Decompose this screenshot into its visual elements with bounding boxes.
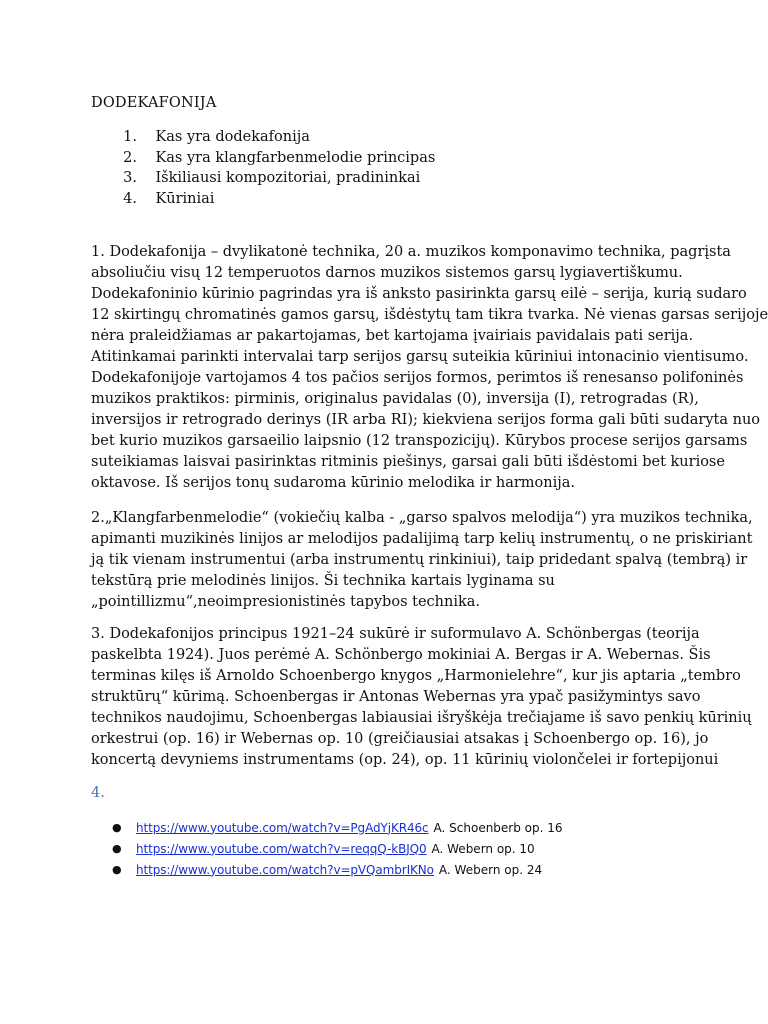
video-link-item <box>112 859 712 880</box>
link-description: A. Schoenberb op. 16 <box>433 820 563 835</box>
paragraph-line: „pointillizmu“,neoimpresionistinės tapybos technika. <box>91 594 481 610</box>
outline-item <box>91 127 691 148</box>
outline-item <box>91 168 691 189</box>
paragraph-line: oktavose. Iš serijos tonų sudaroma kūrinio melodika ir harmonija. <box>91 475 575 491</box>
outline-number: 4. <box>123 191 137 208</box>
link-description: A. Webern op. 10 <box>431 841 535 856</box>
paragraph-line: muzikos praktikos: pirminis, originalus pavidalas (0), inversija (I), retrogradas (R), <box>91 391 699 407</box>
outline-label-text: Kūriniai <box>155 191 215 208</box>
paragraph-line: apimanti muzikinės linijos ar melodijos padalijimą tarp kelių instrumentų, o ne priskiriant <box>91 531 753 547</box>
outline-number: 3. <box>123 170 137 187</box>
paragraph-line: 1. Dodekafonija – dvylikatonė technika, 20 a. muzikos komponavimo technika, pagrįsta <box>91 244 731 260</box>
paragraph-line: inversijos ir retrogrado derinys (IR arba RI); kiekviena serijos forma gali būti sudaryta nuo <box>91 412 761 428</box>
outline-label <box>137 168 420 189</box>
paragraph-line: Dodekafoninio kūrinio pagrindas yra iš anksto pasirinkta garsų eilė – serija, kurią sudaro <box>91 286 747 302</box>
link-description: A. Webern op. 24 <box>438 862 543 877</box>
paragraph-line: bet kurio muzikos garsaeilio laipsnio (12 transpozicijų). Kūrybos procese serijos garsams <box>91 433 748 449</box>
youtube-link[interactable]: https://www.youtube.com/watch?v=reqqQ-kBJQ0 <box>136 841 427 856</box>
outline-list <box>91 127 691 210</box>
paragraph-line: 12 skirtingų chromatinės gamos garsų, išdėstytų tam tikra tvarka. Nė vienas garsas serijoje <box>91 307 768 323</box>
paragraph-line: absoliučiu visų 12 temperuotos darnos muzikos sistemos garsų lygiavertiškumu. <box>91 265 683 281</box>
paragraph-line: terminas kilęs iš Arnoldo Schoenbergo knygos „Harmonielehre“, kur jis aptaria „tembro <box>91 668 741 684</box>
outline-number: 2. <box>123 149 137 166</box>
video-link-list <box>112 817 712 880</box>
section-four-heading: 4. <box>91 785 105 801</box>
document-title: DODEKAFONIJA <box>91 95 217 111</box>
youtube-link[interactable]: https://www.youtube.com/watch?v=PgAdYjKR46c <box>136 820 429 835</box>
outline-item <box>91 189 691 210</box>
outline-label-text: Kas yra klangfarbenmelodie principas <box>155 149 436 166</box>
paragraph-composers <box>91 624 752 771</box>
outline-item <box>91 148 691 169</box>
paragraph-line: paskelbta 1924). Juos perėmė A. Schönbergo mokiniai A. Bergas ir A. Webernas. Šis <box>91 647 711 663</box>
paragraph-line: Atitinkamai parinkti intervalai tarp serijos garsų suteikia kūriniui intonacinio vientisumo. <box>91 349 749 365</box>
paragraph-klangfarbenmelodie <box>91 508 753 613</box>
paragraph-line: tekstūrą prie melodinės linijos. Ši technika kartais lyginama su <box>91 573 555 589</box>
paragraph-dodecaphony-definition <box>91 242 768 494</box>
paragraph-line: Dodekafonijoje vartojamos 4 tos pačios serijos formos, perimtos iš renesanso polifoninės <box>91 370 744 386</box>
bullet-dot-icon: ● <box>112 863 122 876</box>
paragraph-line: koncertą devyniems instrumentams (op. 24), op. 11 kūrinių violončelei ir fortepijonui <box>91 752 719 768</box>
video-link-item <box>112 817 712 838</box>
paragraph-line: ją tik vienam instrumentui (arba instrumentų rinkiniui), taip pridedant spalvą (tembrą) ir <box>91 552 748 568</box>
outline-label <box>137 148 435 169</box>
paragraph-line: technikos naudojimu, Schoenbergas labiausiai išryškėja trečiajame iš savo penkių kūrinių <box>91 710 752 726</box>
outline-label <box>137 127 310 148</box>
outline-label <box>137 189 214 210</box>
paragraph-line: orkestrui (op. 16) ir Webernas op. 10 (greičiausiai atsakas į Schoenbergo op. 16), jo <box>91 731 709 747</box>
paragraph-line: struktūrų“ kūrimą. Schoenbergas ir Antonas Webernas yra ypač pasižymintys savo <box>91 689 701 705</box>
paragraph-line: suteikiamas laisvai pasirinktas ritminis piešinys, garsai gali būti išdėstomi bet kuriose <box>91 454 725 470</box>
bullet-dot-icon: ● <box>112 821 122 834</box>
bullet-dot-icon: ● <box>112 842 122 855</box>
paragraph-line: 3. Dodekafonijos principus 1921–24 sukūrė ir suformulavo A. Schönbergas (teorija <box>91 626 700 642</box>
paragraph-line: 2.„Klangfarbenmelodie“ (vokiečių kalba - „garso spalvos melodija“) yra muzikos technika, <box>91 510 753 526</box>
outline-label-text: Iškiliausi kompozitoriai, pradininkai <box>155 170 421 187</box>
outline-number: 1. <box>123 129 137 145</box>
outline-label-text: Kas yra dodekafonija <box>155 129 310 145</box>
youtube-link[interactable]: https://www.youtube.com/watch?v=pVQambrIKNo <box>136 862 434 877</box>
video-link-item <box>112 838 712 859</box>
paragraph-line: nėra praleidžiamas ar pakartojamas, bet kartojama įvairiais pavidalais pati serija. <box>91 328 694 344</box>
